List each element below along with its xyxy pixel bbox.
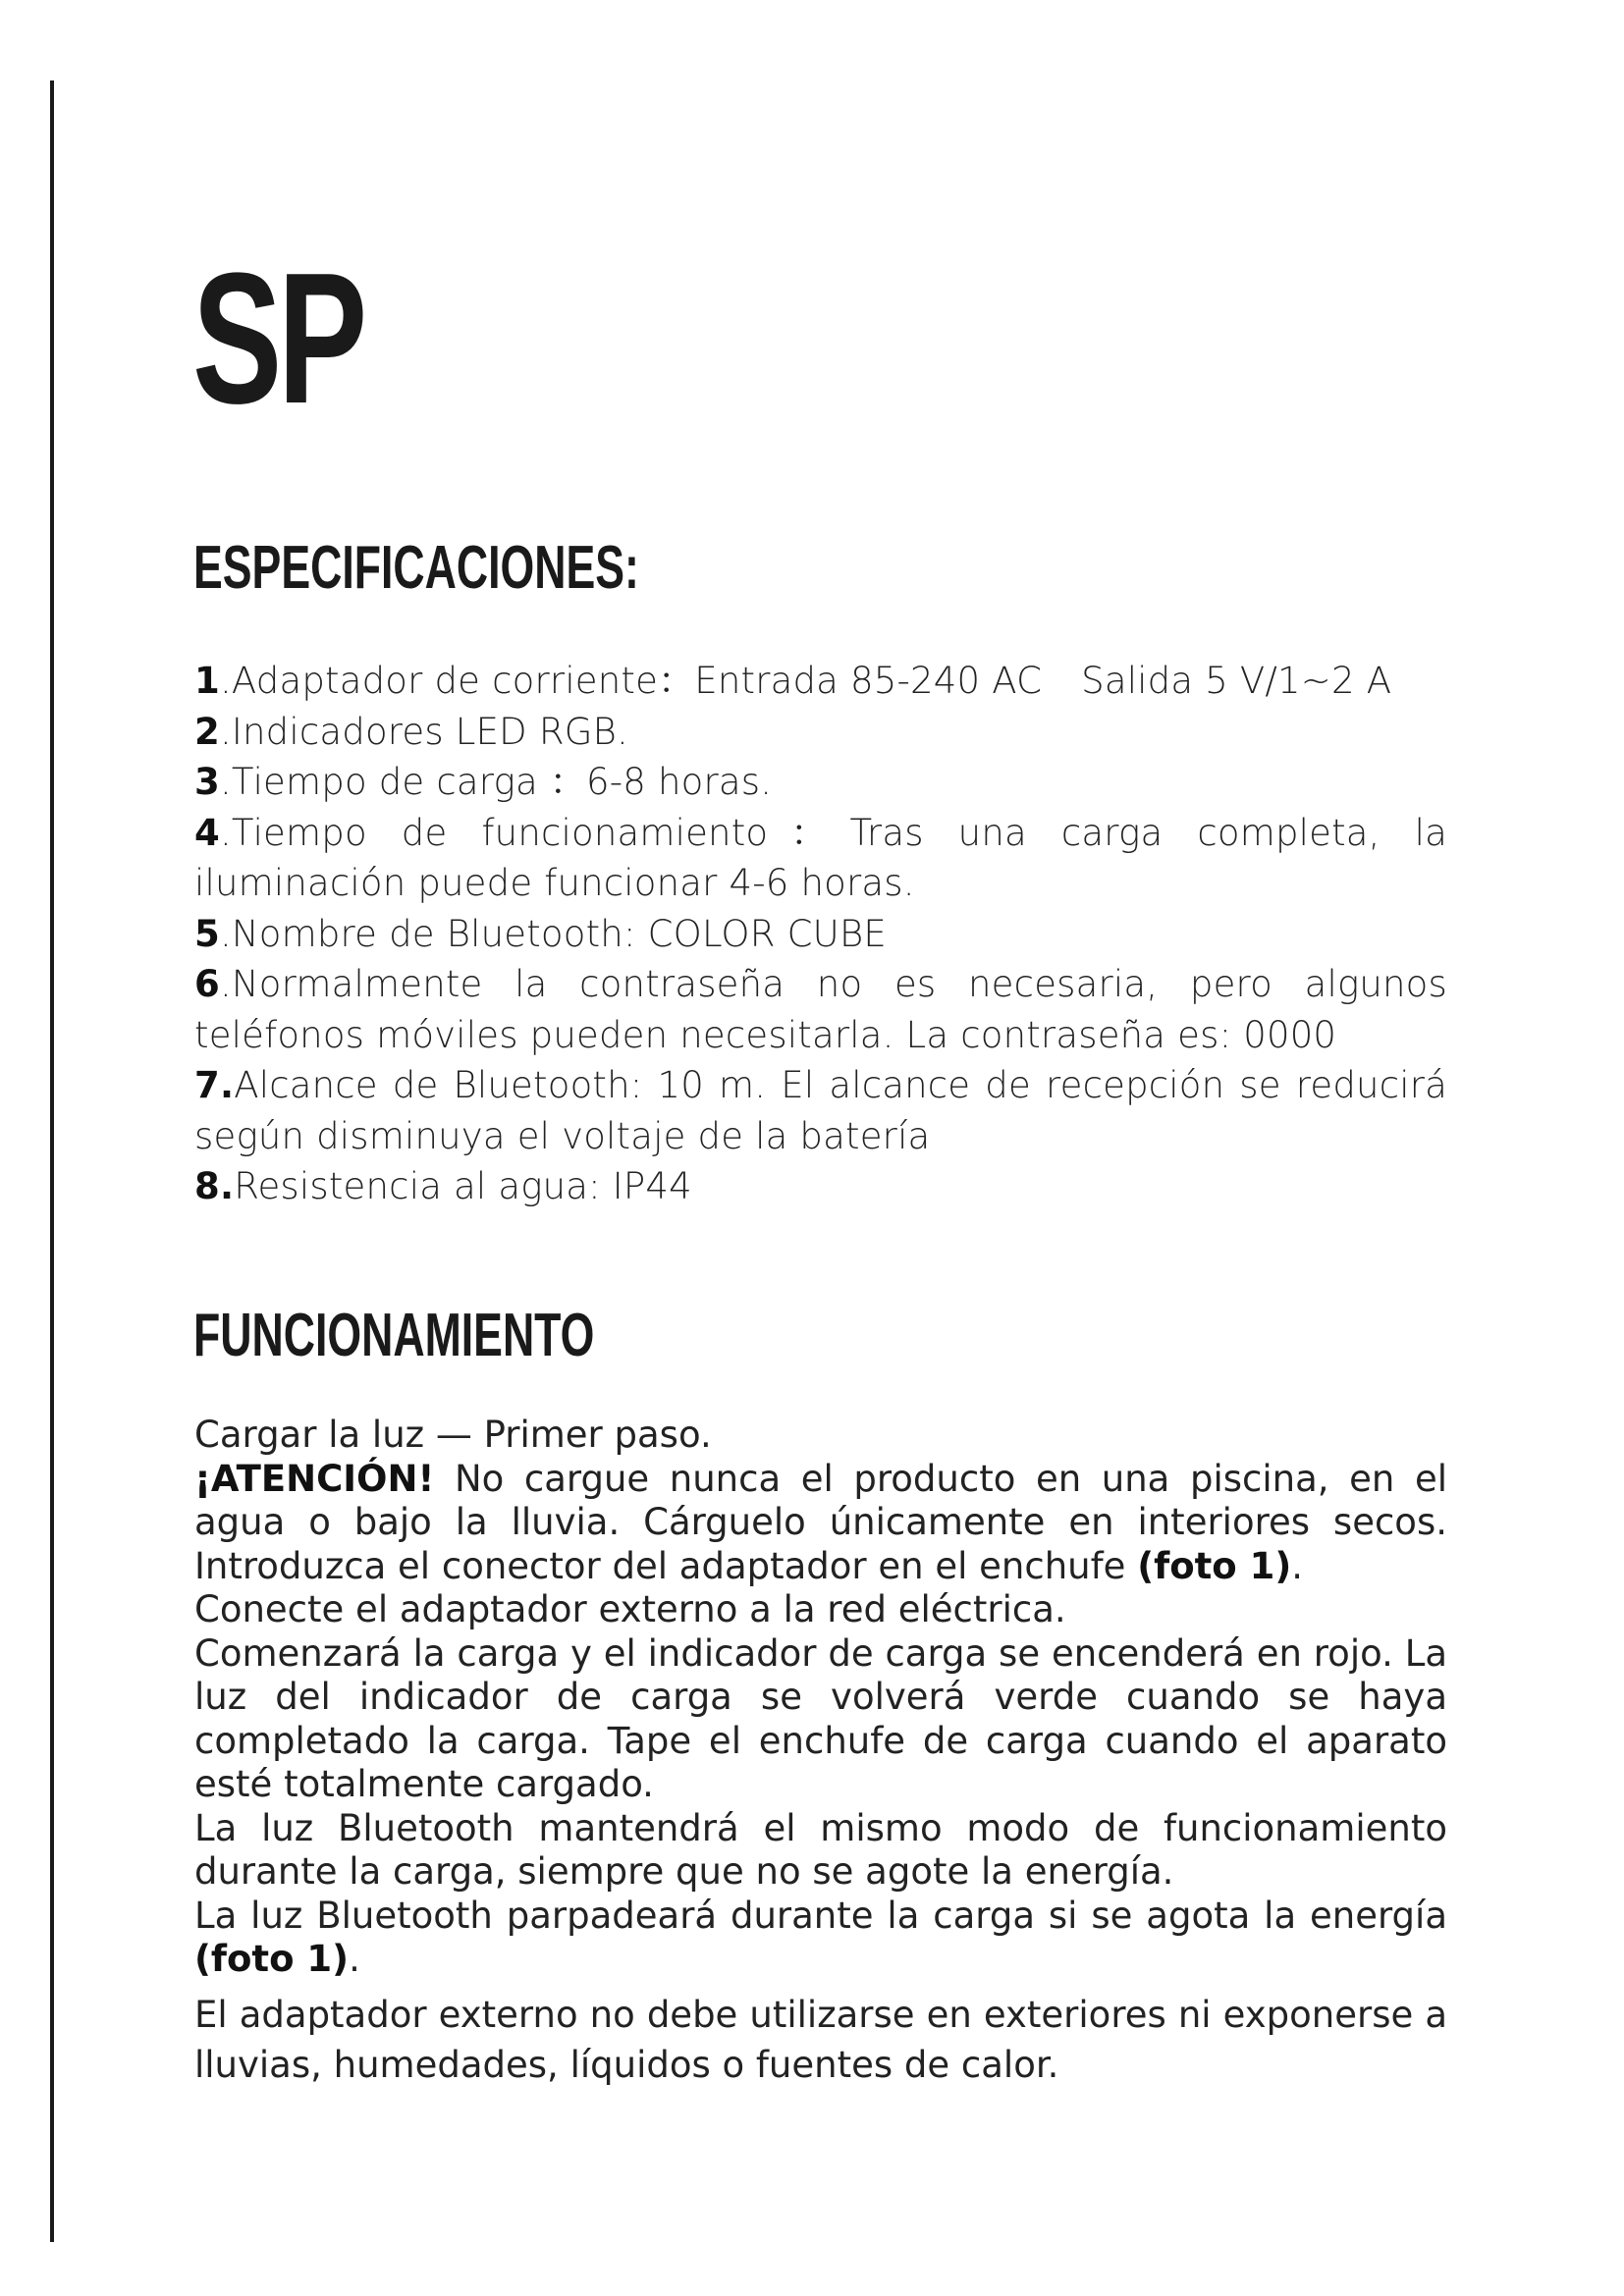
spec-item-3 [194,757,1447,808]
spec-number: 6 [194,963,220,1005]
left-margin-rule [50,80,54,2242]
spec-number: 8. [194,1165,235,1207]
spec-number: 7. [194,1064,235,1106]
attention-paragraph: ¡ATENCIÓN! No cargue nunca el producto en una piscina, en el agua o bajo la lluvia. Cárguelo únicamente en interiores secos. Introduzca el conector del adaptador en el enchufe (foto 1). [194,1457,1447,1587]
spec-text: .Tiempo de funcionamiento：Tras una carga completa, la iluminación puede funcionar 4-6 horas. [194,811,1447,904]
spec-item-2 [194,707,1447,758]
photo-reference: (foto 1) [1137,1544,1292,1587]
spec-item-8 [194,1161,1447,1212]
specifications-heading: ESPECIFICACIONES: [193,534,639,602]
spec-item-4 [194,808,1447,909]
spec-text: Resistencia al agua: IP44 [234,1165,692,1207]
spec-item-6 [194,959,1447,1060]
operation-step-title: Cargar la luz — Primer paso. [194,1414,712,1456]
operation-heading: FUNCIONAMIENTO [193,1302,595,1369]
spec-number: 3 [194,761,220,803]
operation-paragraph: Comenzará la carga y el indicador de carga se encenderá en rojo. La luz del indicador de carga se volverá verde cuando se haya completado la carga. Tape el enchufe de carga cuando el aparato esté totalmente cargado. [194,1631,1447,1805]
spec-text-output: Salida 5 V/1~2 A [1081,660,1392,702]
operation-paragraph: La luz Bluetooth mantendrá el mismo modo de funcionamiento durante la carga, siempre que no se agote la energía. [194,1806,1447,1893]
spec-number: 4 [194,811,220,854]
specifications-list [194,656,1447,1212]
spec-text: .Normalmente la contraseña no es necesaria, pero algunos teléfonos móviles pueden necesitarla. La contraseña es: 0000 [194,963,1447,1056]
spec-number: 1 [194,660,220,702]
spec-text: .Tiempo de carga ：6-8 horas. [219,761,773,803]
spec-item-7 [194,1060,1447,1161]
spec-item-5 [194,909,1447,960]
operation-paragraph: Conecte el adaptador externo a la red eléctrica. [194,1588,1066,1630]
spec-text: .Indicadores LED RGB. [219,710,628,753]
photo-reference: (foto 1) [194,1938,350,1980]
spec-number: 2 [194,710,220,753]
operation-body [194,1414,1447,2090]
language-code: SP [192,235,363,443]
spec-item-1 [194,656,1447,707]
operation-warning-paragraph: El adaptador externo no debe utilizarse en exteriores ni exponerse a lluvias, humedades, líquidos o fuentes de calor. [194,1993,1447,2086]
spec-text: Alcance de Bluetooth: 10 m. El alcance de recepción se reducirá según disminuya el voltaje de la batería [194,1064,1447,1157]
attention-label: ¡ATENCIÓN! [194,1457,435,1500]
spec-number: 5 [194,912,220,955]
spec-text: .Nombre de Bluetooth: COLOR CUBE [219,912,887,955]
spec-text: .Adaptador de corriente：Entrada 85-240 AC [219,660,1043,702]
operation-paragraph: La luz Bluetooth parpadeará durante la carga si se agota la energía (foto 1). [194,1894,1447,1980]
